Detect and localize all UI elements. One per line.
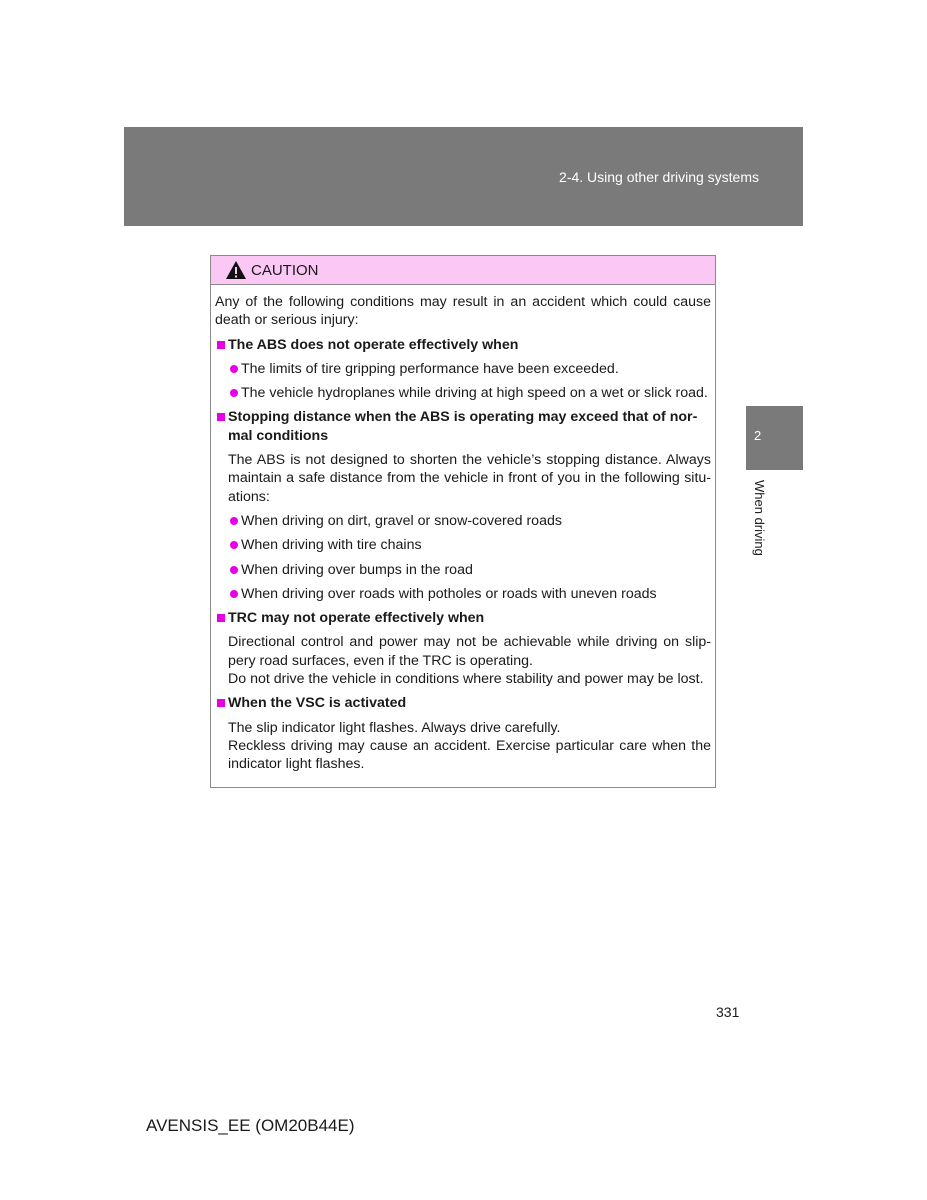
list-item: When driving on dirt, gravel or snow-covered roads bbox=[215, 512, 711, 530]
list-item: The vehicle hydroplanes while driving at high speed on a wet or slick road. bbox=[215, 384, 711, 402]
dot-bullet-icon bbox=[230, 541, 238, 549]
dot-bullet-icon bbox=[230, 365, 238, 373]
dot-bullet-icon bbox=[230, 566, 238, 574]
warning-triangle-icon bbox=[225, 260, 247, 280]
section-paragraph: The slip indicator light flashes. Always drive carefully. Reckless driving may cause an accident. Exercise particular care when the indicator light flashes. bbox=[228, 719, 711, 773]
section-paragraph: Directional control and power may not be achievable while driving on slip- pery road surfaces, even if the TRC is operating. Do not drive the vehicle in conditions where stability and power may be lost. bbox=[228, 634, 711, 688]
list-item: The limits of tire gripping performance have been exceeded. bbox=[215, 360, 711, 378]
chapter-number: 2 bbox=[754, 428, 762, 443]
section-heading: Stopping distance when the ABS is operating may exceed that of nor- mal conditions bbox=[215, 408, 711, 445]
dot-bullet-icon bbox=[230, 389, 238, 397]
caution-header bbox=[211, 256, 715, 285]
section-header-band bbox=[124, 127, 803, 226]
square-bullet-icon bbox=[217, 413, 225, 421]
square-bullet-icon bbox=[217, 614, 225, 622]
caution-title: CAUTION bbox=[251, 261, 319, 279]
section-heading: The ABS does not operate effectively when bbox=[215, 336, 711, 354]
chapter-label: When driving bbox=[752, 480, 767, 556]
square-bullet-icon bbox=[217, 341, 225, 349]
section-paragraph: The ABS is not designed to shorten the vehicle’s stopping distance. Always maintain a safe distance from the vehicle in front of you in the following situ- ations: bbox=[228, 452, 711, 505]
page-number: 331 bbox=[716, 1004, 740, 1020]
caution-box bbox=[210, 255, 716, 788]
section-heading: TRC may not operate effectively when bbox=[215, 609, 711, 627]
square-bullet-icon bbox=[217, 699, 225, 707]
dot-bullet-icon bbox=[230, 590, 238, 598]
section-title: 2-4. Using other driving systems bbox=[559, 169, 759, 185]
list-item: When driving over roads with potholes or roads with uneven roads bbox=[215, 585, 711, 603]
list-item: When driving with tire chains bbox=[215, 536, 711, 554]
dot-bullet-icon bbox=[230, 517, 238, 525]
caution-intro: Any of the following conditions may result in an accident which could cause death or serious injury: bbox=[215, 294, 711, 329]
model-code-footer: AVENSIS_EE (OM20B44E) bbox=[146, 1116, 355, 1135]
section-heading: When the VSC is activated bbox=[215, 694, 711, 712]
chapter-tab bbox=[746, 406, 803, 470]
list-item: When driving over bumps in the road bbox=[215, 561, 711, 579]
